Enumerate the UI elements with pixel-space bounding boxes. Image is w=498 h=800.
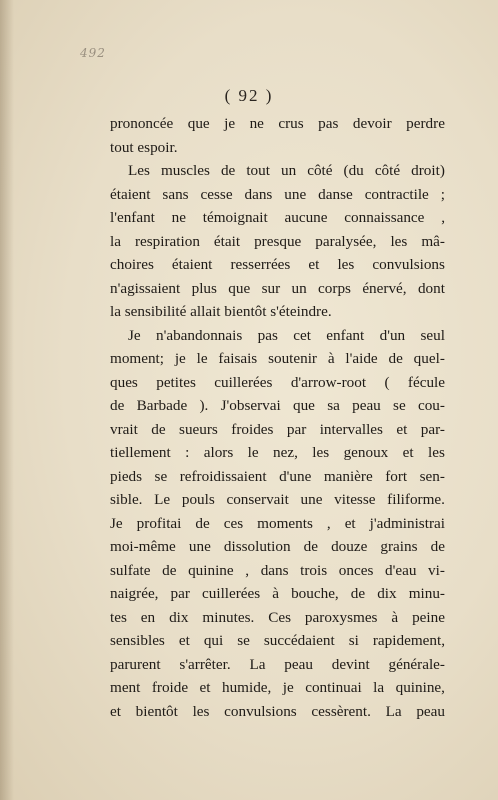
text-line: Les muscles de tout un côté (du côté droit) <box>128 162 445 179</box>
binding-shadow <box>0 0 14 800</box>
text-line: et bientôt les convulsions cessèrent. La peau <box>110 702 445 720</box>
pencil-annotation: 492 <box>80 46 106 60</box>
text-line: ques petites cuillerées d'arrow-root ( fécule <box>110 373 445 391</box>
text-line: tes en dix minutes. Ces paroxysmes à peine <box>110 608 445 626</box>
text-line: l'enfant ne témoignait aucune connaissance , <box>110 209 445 226</box>
text-line: choires étaient resserrées et les convulsions <box>110 256 445 273</box>
page-number: ( 92 ) <box>224 86 274 105</box>
text-line: sensibles et qui se succédaient si rapidement, <box>110 632 445 649</box>
text-line: parurent s'arrêter. La peau devint générale- <box>110 655 445 673</box>
text-line: vrait de sueurs froides par intervalles et par- <box>110 420 445 438</box>
text-line: moi-même une dissolution de douze grains de <box>110 538 445 555</box>
text-line: n'agissaient plus que sur un corps énervé, dont <box>110 279 445 297</box>
text-line: sulfate de quinine , dans trois onces d'eau vi- <box>110 561 445 579</box>
text-line: Je n'abandonnais pas cet enfant d'un seul <box>128 326 445 344</box>
text-line: de Barbade ). J'observai que sa peau se cou- <box>110 397 445 414</box>
text-line: tiellement : alors le nez, les genoux et les <box>110 444 445 461</box>
text-line: sible. Le pouls conservait une vitesse filiforme. <box>110 491 445 508</box>
text-line: pieds se refroidissaient d'une manière fort sen- <box>110 467 445 485</box>
text-line: prononcée que je ne crus pas devoir perdre <box>110 115 445 132</box>
body-text <box>110 112 445 723</box>
text-line: la respiration était presque paralysée, les mâ- <box>110 232 445 250</box>
text-line: la sensibilité allait bientôt s'éteindre. <box>110 303 332 320</box>
text-line: tout espoir. <box>110 138 178 156</box>
text-line: étaient sans cesse dans une danse contractile ; <box>110 185 445 203</box>
text-line: Je profitai de ces moments , et j'administrai <box>110 514 445 532</box>
text-line: naigrée, par cuillerées à bouche, de dix minu- <box>110 585 445 602</box>
text-line: moment; je le faisais soutenir à l'aide de quel- <box>110 350 445 367</box>
text-line: ment froide et humide, je continuai la quinine, <box>110 679 445 696</box>
